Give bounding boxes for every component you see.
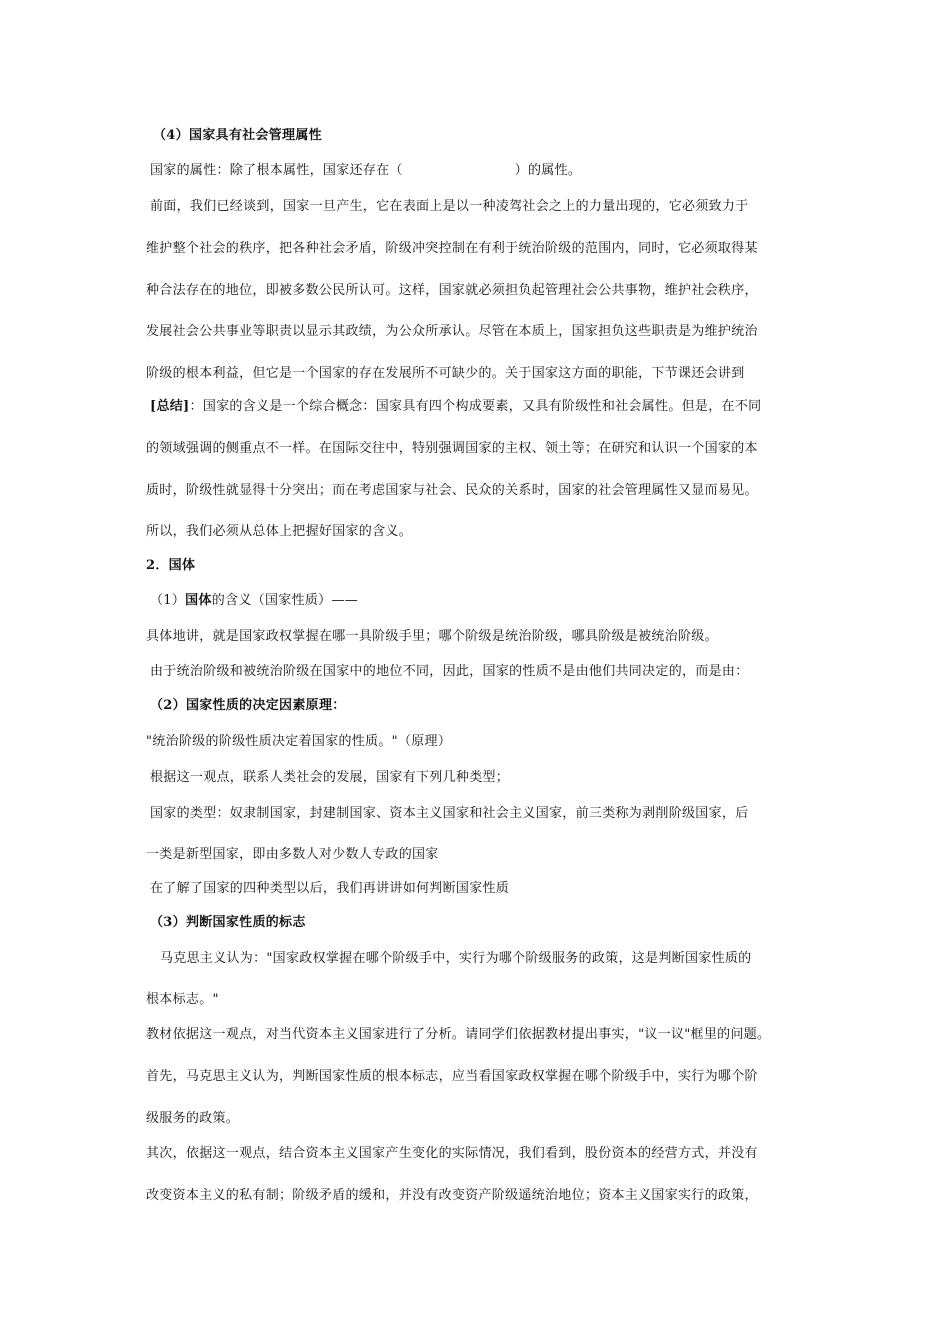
definition-prefix: （1） — [150, 593, 186, 608]
definition-text: 具体地讲，就是国家政权掌握在哪一具阶级手里；哪个阶级是统治阶级，哪具阶级是被统治阶级。 — [146, 629, 718, 644]
paragraph-line: 维护整个社会的秩序，把各种社会矛盾，阶级冲突控制在有利于统治阶级的范围内，同时，它必须取得某 — [146, 241, 758, 256]
second-point-line: 其次，依据这一观点，结合资本主义国家产生变化的实际情况，我们看到，股份资本的经营方式，并没有 — [146, 1146, 758, 1161]
summary-line — [150, 398, 761, 416]
section-heading-state-system: 2．国体 — [146, 558, 196, 573]
types-line: 国家的类型：奴隶制国家，封建制国家、资本主义国家和社会主义国家，前三类称为剥削阶级国家，后 — [150, 806, 749, 821]
second-point-line: 改变资本主义的私有制；阶级矛盾的缓和，并没有改变资产阶级遥统治地位；资本主义国家实行的政策， — [146, 1188, 758, 1203]
definition-heading — [150, 592, 358, 610]
fill-in-blank-line — [150, 162, 581, 180]
types-intro: 根据这一观点，联系人类社会的发展，国家有下列几种类型； — [150, 770, 510, 785]
summary-line: 质时，阶级性就显得十分突出；而在考虑国家与社会、民众的关系时，国家的社会管理属性又显而易见。 — [146, 483, 758, 498]
summary-line: 的领域强调的侧重点不一样。在国际交往中，特别强调国家的主权、领土等；在研究和认识一个国家的本 — [146, 441, 758, 456]
heading-state-social-management: （4）国家具有社会管理属性 — [153, 128, 322, 143]
definition-suffix: 的含义（国家性质）—— — [211, 593, 359, 608]
summary-label: [总结] — [150, 399, 190, 414]
principle-quote: "统治阶级的阶级性质决定着国家的性质。"（原理） — [146, 734, 452, 749]
types-line: 一类是新型国家，即由多数人对少数人专政的国家 — [146, 847, 439, 862]
definition-text: 由于统治阶级和被统治阶级在国家中的地位不同，因此，国家的性质不是由他们共同决定的，而是由： — [150, 664, 749, 679]
attr-text-before: 国家的属性：除了根本属性，国家还存在（ — [150, 163, 403, 178]
attr-text-after: ）的属性。 — [514, 163, 582, 178]
heading-judging-criteria: （3）判断国家性质的标志 — [150, 915, 306, 930]
types-after: 在了解了国家的四种类型以后，我们再讲讲如何判断国家性质 — [150, 881, 510, 896]
paragraph-line: 发展社会公共事业等职责以显示其政绩，为公众所承认。尽管在本质上，国家担负这些职责是为维护统治 — [146, 324, 758, 339]
paragraph-line: 种合法存在的地位，即被多数公民所认可。这样，国家就必须担负起管理社会公共事物，维护社会秩序， — [146, 283, 758, 298]
summary-line: 所以，我们必须从总体上把握好国家的含义。 — [146, 524, 413, 539]
first-point-line: 首先，马克思主义认为，判断国家性质的根本标志，应当看国家政权掌握在哪个阶级手中，实行为哪个阶 — [146, 1069, 758, 1084]
paragraph-line: 前面，我们已经谈到，国家一旦产生，它在表面上是以一种凌驾社会之上的力量出现的，它必须致力于 — [150, 199, 749, 214]
heading-deciding-factor: （2）国家性质的决定因素原理： — [150, 698, 346, 713]
summary-text: ：国家的含义是一个综合概念：国家具有四个构成要素，又具有阶级性和社会属性。但是，在不同 — [189, 399, 762, 414]
marx-quote-line: 马克思主义认为："国家政权掌握在哪个阶级手中，实行为哪个阶级服务的政策，这是判断国家性质的 — [160, 951, 752, 966]
first-point-line: 级服务的政策。 — [146, 1111, 240, 1126]
paragraph-line: 阶级的根本利益，但它是一个国家的存在发展所不可缺少的。关于国家这方面的职能，下节课还会讲到 — [146, 366, 745, 381]
textbook-line: 教材依据这一观点，对当代资本主义国家进行了分析。请同学们依据教材提出事实，"议一议"框里的问题。 — [146, 1027, 771, 1042]
marx-quote-line: 根本标志。" — [146, 992, 219, 1007]
definition-term: 国体 — [185, 593, 212, 608]
